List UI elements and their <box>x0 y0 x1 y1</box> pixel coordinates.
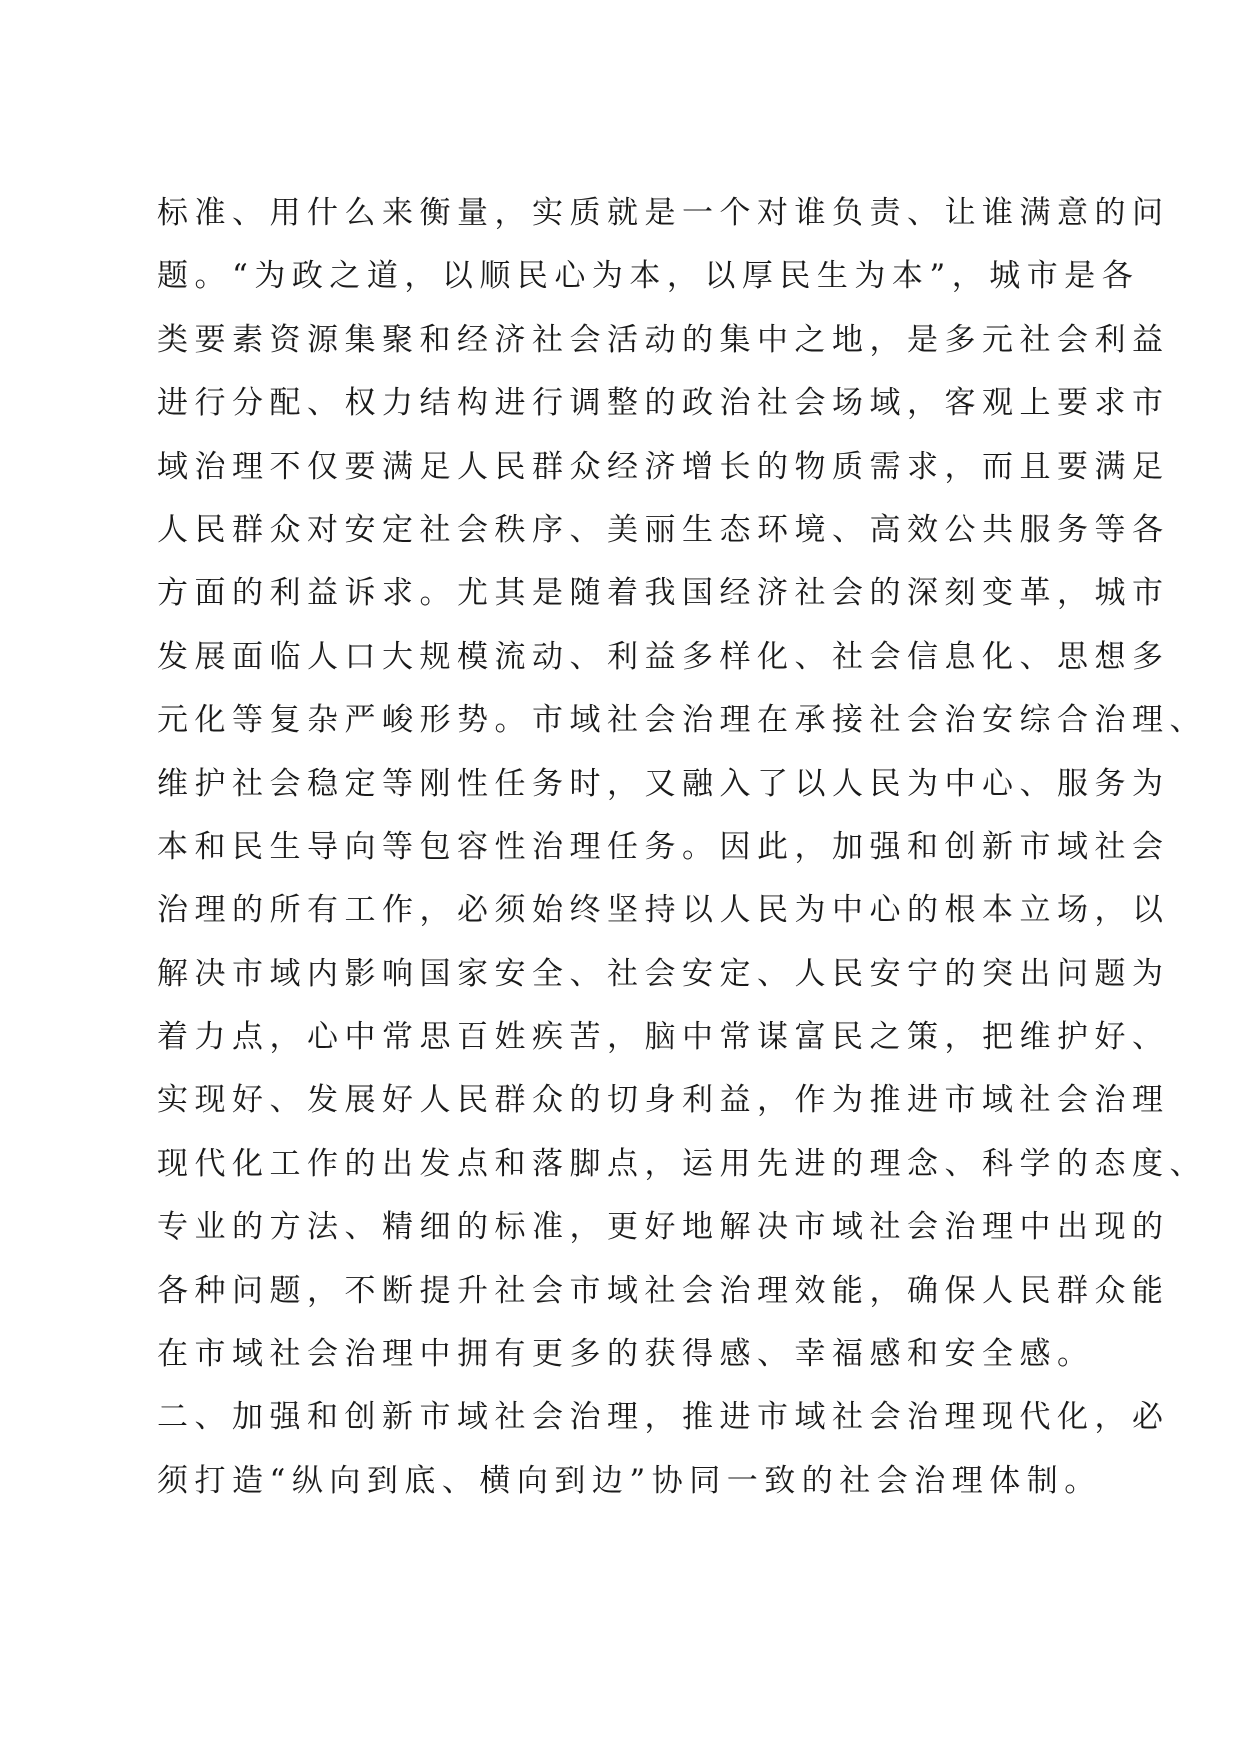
text-line-5: 域治理不仅要满足人民群众经济增长的物质需求，而且要满足 <box>157 448 1170 485</box>
text-line-14: 着力点，心中常思百姓疾苦，脑中常谋富民之策，把维护好、 <box>157 1019 1170 1056</box>
text-line-13: 解决市域内影响国家安全、社会安定、人民安宁的突出问题为 <box>157 955 1170 992</box>
text-line-3: 类要素资源集聚和经济社会活动的集中之地，是多元社会利益 <box>157 321 1170 358</box>
text-line-18: 各种问题，不断提升社会市域社会治理效能，确保人民群众能 <box>157 1272 1170 1309</box>
text-line-19: 在市域社会治理中拥有更多的获得感、幸福感和安全感。 <box>157 1336 1095 1373</box>
document-body <box>157 182 1207 1513</box>
text-line-6: 人民群众对安定社会秩序、美丽生态环境、高效公共服务等各 <box>157 511 1170 548</box>
text-line-2: 题。“为政之道，以顺民心为本，以厚民生为本”，城市是各 <box>157 258 1140 295</box>
text-line-7: 方面的利益诉求。尤其是随着我国经济社会的深刻变革，城市 <box>157 575 1170 612</box>
text-line-1: 标准、用什么来衡量，实质就是一个对谁负责、让谁满意的问 <box>157 195 1170 231</box>
section-heading-line-1: 二、加强和创新市域社会治理，推进市域社会治理现代化，必 <box>157 1399 1170 1436</box>
text-line-8: 发展面临人口大规模流动、利益多样化、社会信息化、思想多 <box>157 638 1170 675</box>
text-line-9: 元化等复杂严峻形势。市域社会治理在承接社会治安综合治理、 <box>157 702 1207 739</box>
text-line-10: 维护社会稳定等刚性任务时，又融入了以人民为中心、服务为 <box>157 765 1170 802</box>
section-heading-line-2: 须打造“纵向到底、横向到边”协同一致的社会治理体制。 <box>157 1462 1102 1499</box>
text-line-12: 治理的所有工作，必须始终坚持以人民为中心的根本立场，以 <box>157 892 1170 929</box>
text-line-17: 专业的方法、精细的标准，更好地解决市域社会治理中出现的 <box>157 1209 1170 1246</box>
text-line-15: 实现好、发展好人民群众的切身利益，作为推进市域社会治理 <box>157 1082 1170 1119</box>
text-line-16: 现代化工作的出发点和落脚点，运用先进的理念、科学的态度、 <box>157 1145 1207 1182</box>
text-line-4: 进行分配、权力结构进行调整的政治社会场域，客观上要求市 <box>157 385 1170 422</box>
text-line-11: 本和民生导向等包容性治理任务。因此，加强和创新市域社会 <box>157 828 1170 865</box>
